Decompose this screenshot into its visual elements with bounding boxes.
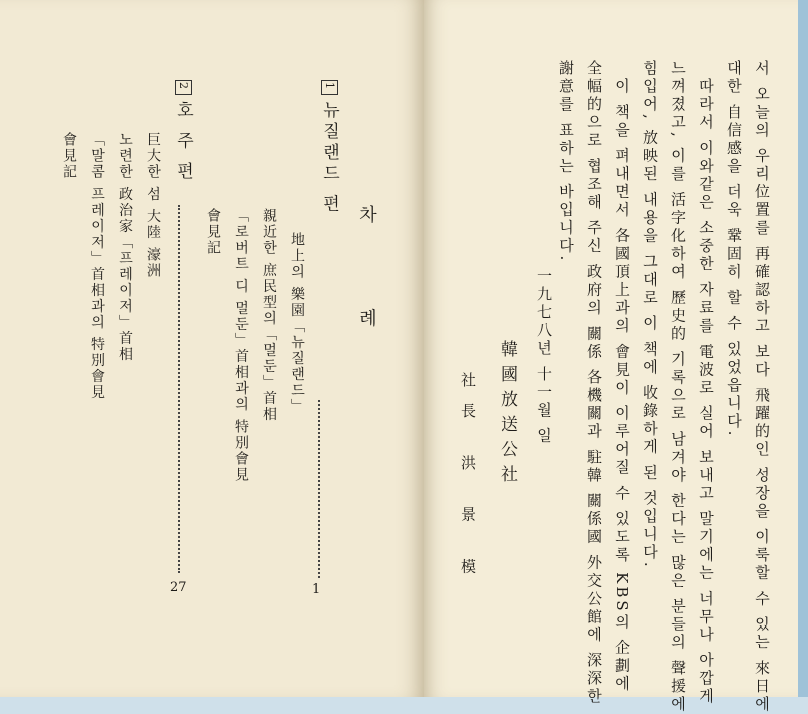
page-edge [798,0,808,697]
preface-line: 서 오늘의 우리位置를 再確認하고 보다 飛躍的인 성장을 이룩할 수 있는 來日에 [753,60,771,714]
preface-line: 全幅的으로 협조해 주신 政府의 關係 各機關과 駐韓 關係國 外交公館에 深深한 [585,60,603,706]
toc-item: 「로버트 디 멀둔」首相과의 特別會見 [233,208,249,484]
preface-line: 힘입어, 放映된 내용을 그대로 이 책에 收錄하게 된 것입니다. [641,60,659,570]
preface-date: 一九七八년 十一월 일 [535,268,553,446]
preface-line: 대한 自信感을 더욱 鞏固히 할 수 있었읍니다. [725,60,743,439]
toc-section-1-heading [320,80,338,215]
preface-page [424,0,798,714]
toc-leader-dots [178,205,180,573]
preface-line: 느껴졌고, 이를 活字化하여 歷史的 기록으로 남겨야 한다는 많은 분들의 聲援에 [669,60,687,714]
section-number-box: 1 [323,82,336,93]
preface-line: 謝意를 표하는 바입니다. [557,60,575,264]
toc-title: 차 례 [356,205,377,367]
signer: 社長 洪 景 模 [459,372,477,590]
section-number-box: 2 [177,82,190,93]
section-heading-text: 뉴질랜드 편 [319,101,339,216]
toc-item: 「말콤 프레이저」首相과의 特別會見 [89,132,105,401]
toc-section-2-heading [174,80,192,183]
preface-line: 이 책을 펴내면서 各國頂上과의 會見이 이루어질 수 있도록 KBS의 企劃에 [613,78,631,694]
toc-item: 巨大한 섬 大陸 濠洲 [145,132,161,280]
toc-item: 會見記 [61,132,77,180]
section-heading-text: 호 주 편 [173,101,193,183]
toc-leader-dots [318,400,320,578]
publisher-name: 韓國放送公社 [497,340,517,490]
toc-item: 會見記 [205,208,221,256]
toc-page-number: 27 [170,580,187,595]
toc-item: 親近한 庶民型의「멀둔」首相 [261,208,277,423]
toc-item: 地上의 樂園「뉴질랜드」 [289,232,305,415]
toc-page-number: 1 [312,582,321,597]
toc-item: 노련한 政治家「프레이저」首相 [117,132,133,363]
preface-line: 따라서 이와같은 소중한 자료를 電波로 실어 보내고 말기에는 너무나 아깝게 [697,78,715,706]
